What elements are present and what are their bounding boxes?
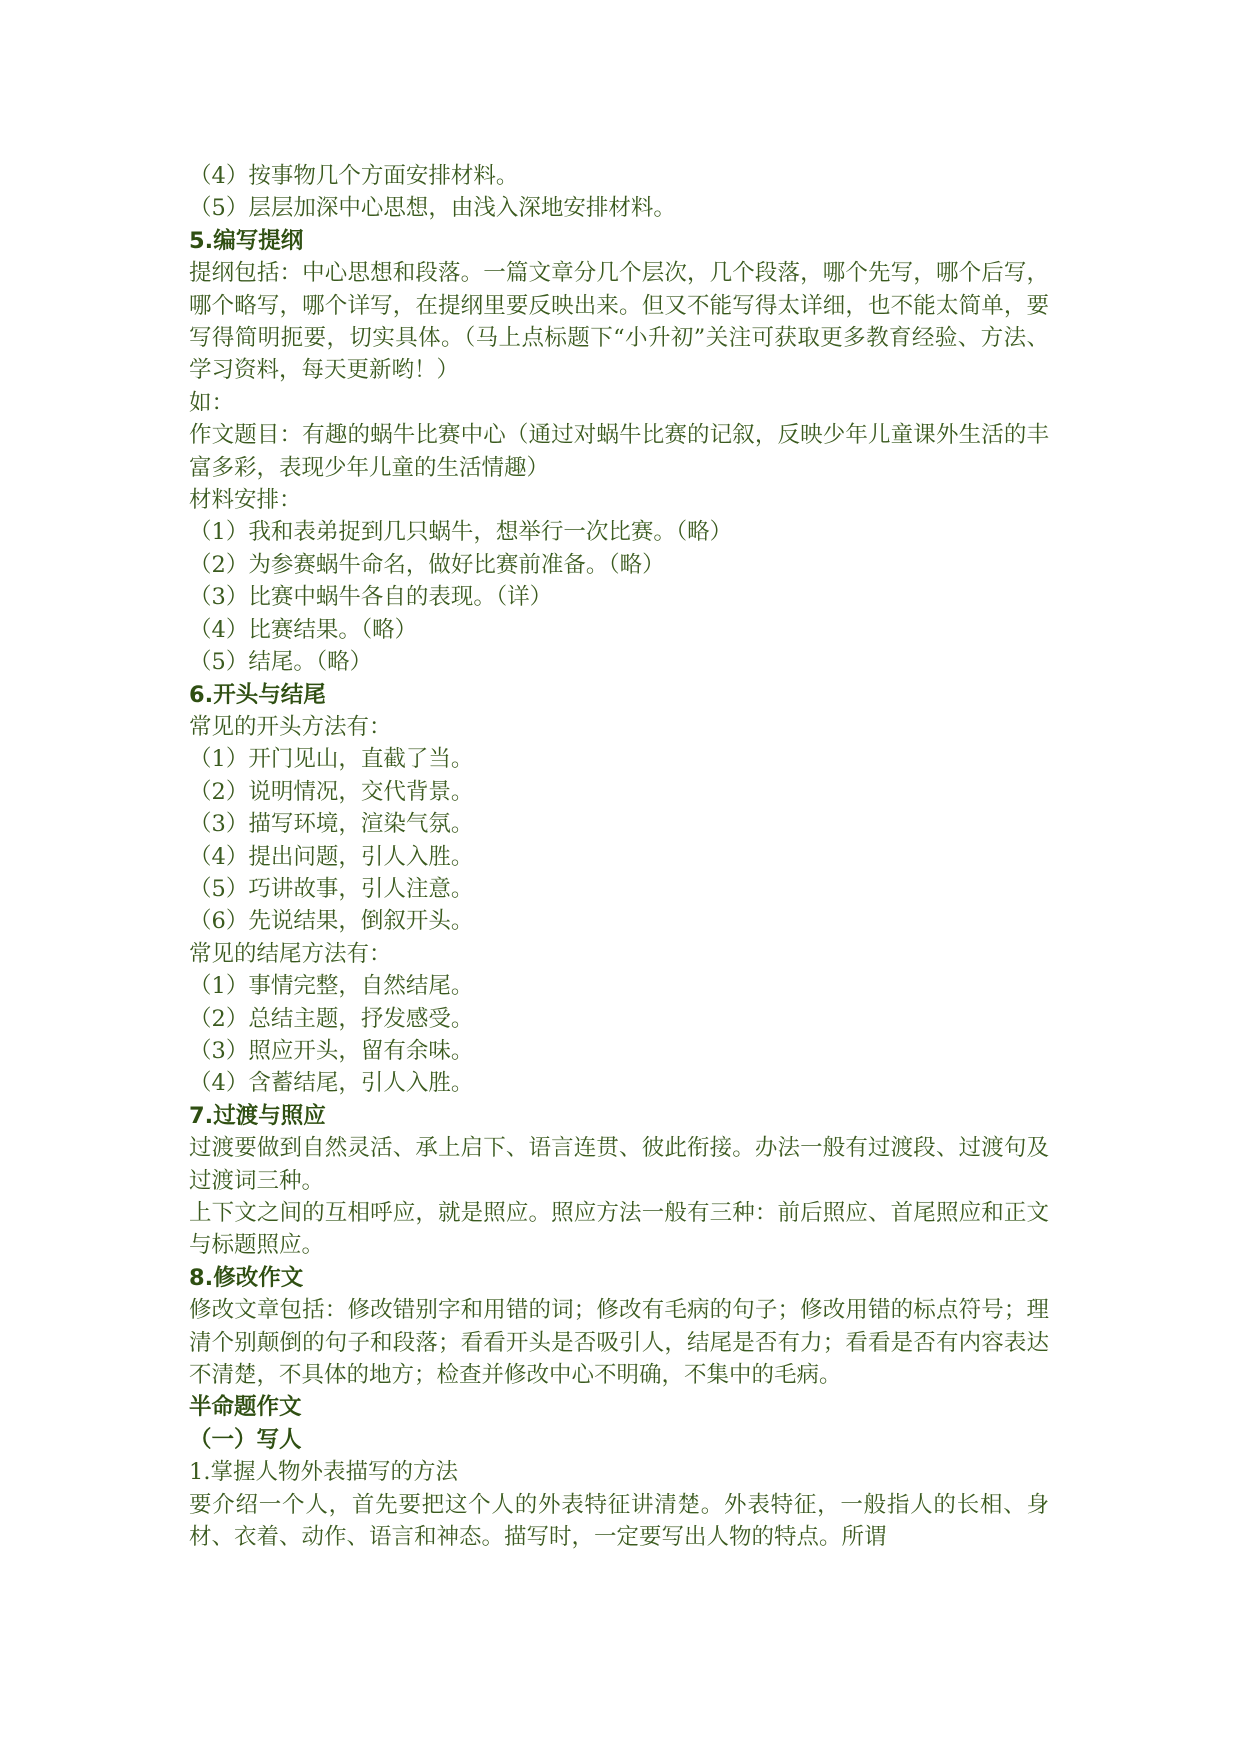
list-item: （5）层层加深中心思想，由浅入深地安排材料。 bbox=[189, 195, 676, 222]
list-item: （4）含蓄结尾，引人入胜。 bbox=[189, 1070, 474, 1097]
paragraph: 上下文之间的互相呼应，就是照应。照应方法一般有三种：前后照应、首尾照应和正文与标题照应。 bbox=[189, 1200, 1049, 1259]
paragraph: 要介绍一个人，首先要把这个人的外表特征讲清楚。外表特征，一般指人的长相、身材、衣着、动作、语言和神态。描写时，一定要写出人物的特点。所谓 bbox=[189, 1491, 1049, 1551]
list-item: （4）提出问题，引人入胜。 bbox=[189, 843, 474, 870]
list-item: （1）开门见山，直截了当。 bbox=[189, 746, 474, 773]
list-item: （2）总结主题，抒发感受。 bbox=[189, 1005, 474, 1032]
section-heading: 7.过渡与照应 bbox=[189, 1102, 326, 1129]
list-item: （3）照应开头，留有余味。 bbox=[189, 1037, 474, 1064]
paragraph: 作文题目：有趣的蜗牛比赛中心（通过对蜗牛比赛的记叙，反映少年儿童课外生活的丰富多彩，表现少年儿童的生活情趣） bbox=[189, 422, 1049, 481]
example-label: 如： bbox=[189, 389, 235, 416]
list-item: （1）我和表弟捉到几只蜗牛，想举行一次比赛。（略） bbox=[189, 519, 733, 546]
list-item: （3）描写环境，渲染气氛。 bbox=[189, 811, 474, 838]
subsection-heading: （一）写人 bbox=[189, 1426, 302, 1453]
list-item: （2）说明情况，交代背景。 bbox=[189, 778, 474, 805]
list-item: （5）巧讲故事，引人注意。 bbox=[189, 875, 474, 902]
list-item: （1）事情完整，自然结尾。 bbox=[189, 973, 474, 1000]
paragraph: 过渡要做到自然灵活、承上启下、语言连贯、彼此衔接。办法一般有过渡段、过渡句及过渡词三种。 bbox=[189, 1135, 1049, 1194]
list-item: （4）按事物几个方面安排材料。 bbox=[189, 163, 519, 189]
list-item: （3）比赛中蜗牛各自的表现。（详） bbox=[189, 584, 553, 611]
list-item: （5）结尾。（略） bbox=[189, 649, 373, 676]
ending-label: 常见的结尾方法有： bbox=[189, 940, 392, 967]
section-heading: 5.编写提纲 bbox=[189, 227, 304, 254]
chapter-heading: 半命题作文 bbox=[189, 1394, 302, 1421]
opening-label: 常见的开头方法有： bbox=[189, 713, 392, 740]
list-item: （4）比赛结果。（略） bbox=[189, 616, 418, 643]
section-heading: 6.开头与结尾 bbox=[189, 681, 326, 708]
list-item: （2）为参赛蜗牛命名，做好比赛前准备。（略） bbox=[189, 551, 665, 578]
list-item: （6）先说结果，倒叙开头。 bbox=[189, 908, 474, 935]
document-page bbox=[189, 160, 1049, 1553]
paragraph: 修改文章包括：修改错别字和用错的词；修改有毛病的句子；修改用错的标点符号；理清个别颠倒的句子和段落；看看开头是否吸引人，结尾是否有力；看看是否有内容表达不清楚，不具体的地方；检查并修改中心不明确，不集中的毛病。 bbox=[189, 1297, 1049, 1389]
section-heading: 8.修改作文 bbox=[189, 1264, 304, 1291]
materials-label: 材料安排： bbox=[189, 487, 302, 514]
item-title: 1.掌握人物外表描写的方法 bbox=[189, 1459, 458, 1486]
paragraph: 提纲包括：中心思想和段落。一篇文章分几个层次，几个段落，哪个先写，哪个后写，哪个略写，哪个详写，在提纲里要反映出来。但又不能写得太详细，也不能太简单，要写得简明扼要，切实具体。（马上点标题下“小升初”关注可获取更多教育经验、方法、学习资料，每天更新哟！） bbox=[189, 260, 1049, 384]
